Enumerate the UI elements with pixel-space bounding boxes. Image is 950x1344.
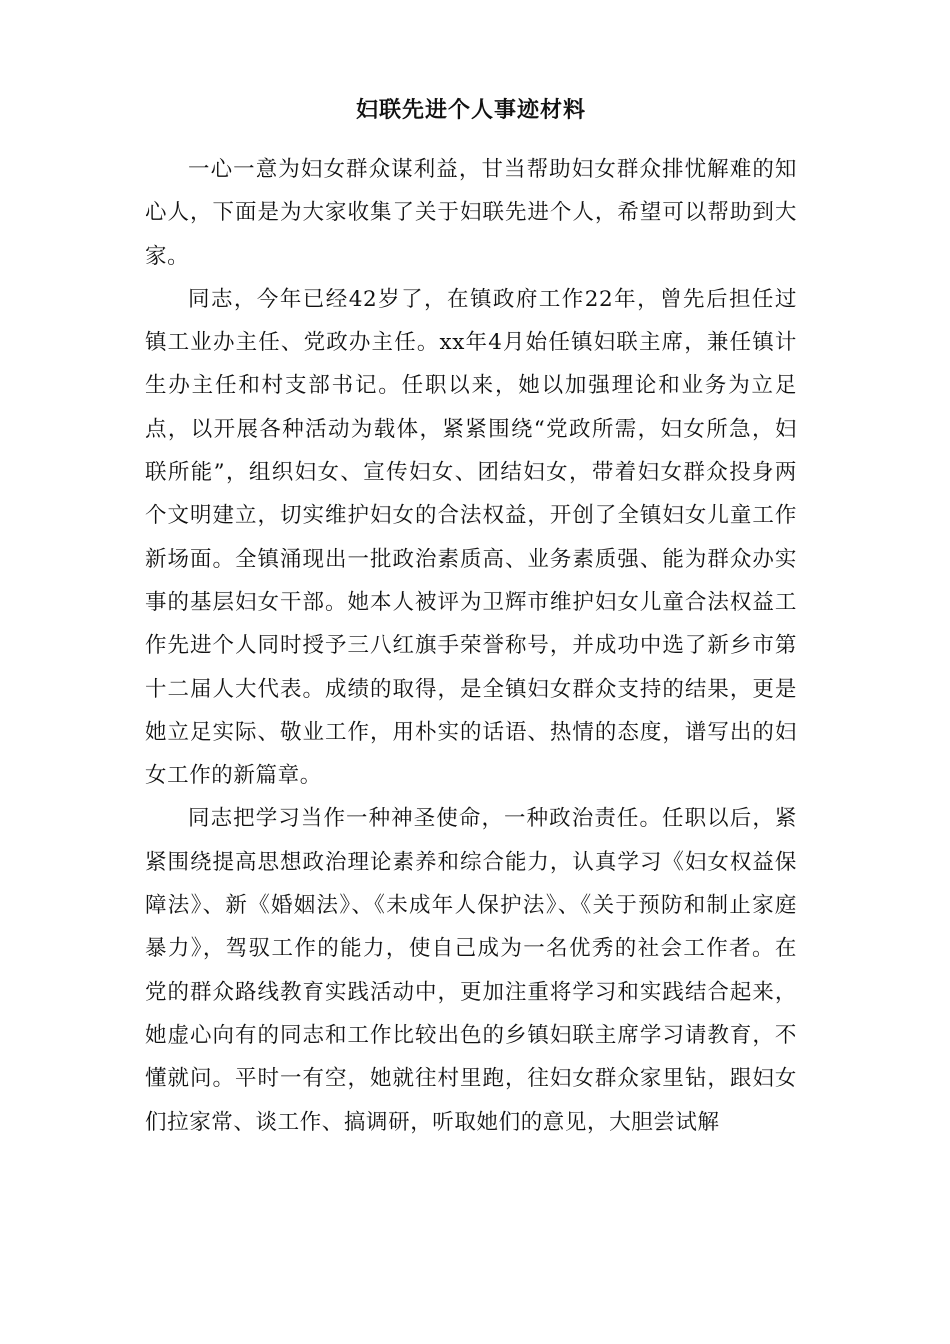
paragraph-intro: 一心一意为妇女群众谋利益，甘当帮助妇女群众排忧解难的知心人，下面是为大家收集了关于妇联先进个人，希望可以帮助到大家。 bbox=[145, 157, 797, 269]
document-body bbox=[145, 88, 797, 1144]
document-title: 妇联先进个人事迹材料 bbox=[355, 97, 586, 123]
paragraph-profile: 同志，今年已经42岁了，在镇政府工作22年，曾先后担任过镇工业办主任、党政办主任。xx年4月始任镇妇联主席，兼任镇计生办主任和村支部书记。任职以来，她以加强理论和业务为立足点，以开展各种活动为载体，紧紧围绕“党政所需，妇女所急，妇联所能”，组织妇女、宣传妇女、团结妇女，带着妇女群众投身两个文明建立，切实维护妇女的合法权益，开创了全镇妇女儿童工作新场面。全镇涌现出一批政治素质高、业务素质强、能为群众办实事的基层妇女干部。她本人被评为卫辉市维护妇女儿童合法权益工作先进个人同时授予三八红旗手荣誉称号，并成功中选了新乡市第十二届人大代表。成绩的取得，是全镇妇女群众支持的结果，更是她立足实际、敬业工作，用朴实的话语、热情的态度，谱写出的妇女工作的新篇章。 bbox=[145, 286, 797, 789]
paragraph-learning: 同志把学习当作一种神圣使命，一种政治责任。任职以后，紧紧围绕提高思想政治理论素养和综合能力，认真学习《妇女权益保障法》、新《婚姻法》、《未成年人保护法》、《关于预防和制止家庭暴力》，驾驭工作的能力，使自己成为一名优秀的社会工作者。在党的群众路线教育实践活动中，更加注重将学习和实践结合起来，她虚心向有的同志和工作比较出色的乡镇妇联主席学习请教育，不懂就问。平时一有空，她就往村里跑，往妇女群众家里钻，跟妇女们拉家常、谈工作、搞调研，听取她们的意见，大胆尝试解 bbox=[145, 806, 797, 1135]
